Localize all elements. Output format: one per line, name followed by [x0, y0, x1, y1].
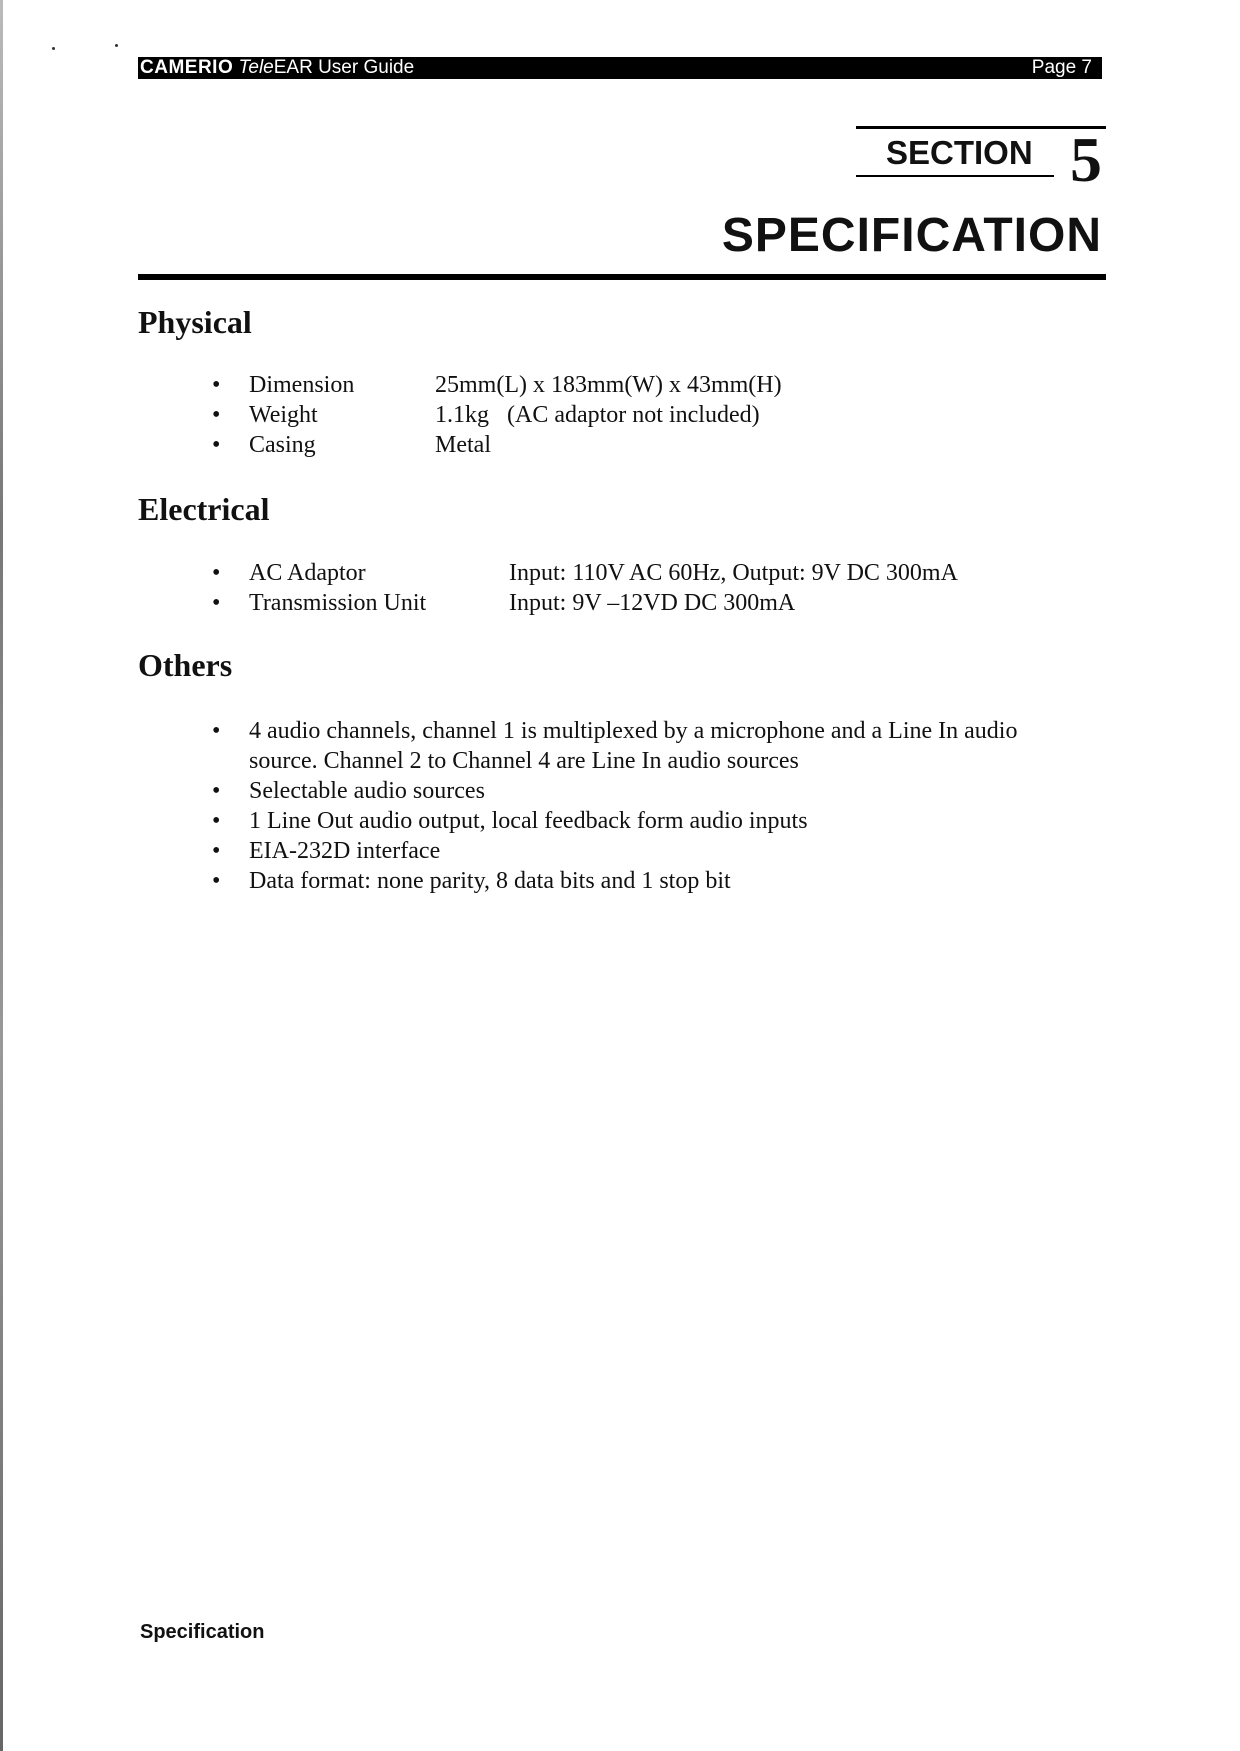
bullet-icon: •: [212, 372, 221, 398]
bullet-icon: •: [212, 432, 221, 458]
heading-physical: Physical: [138, 304, 252, 340]
bullet-icon: •: [212, 718, 221, 744]
spec-value: Input: 9V –12VD DC 300mA: [509, 590, 796, 616]
spec-value: Input: 110V AC 60Hz, Output: 9V DC 300mA: [509, 560, 958, 586]
footer-section-name: Specification: [140, 1621, 265, 1643]
spec-label: Weight: [249, 402, 318, 428]
running-header: [138, 57, 1102, 79]
scan-speck: [115, 44, 118, 47]
bullet-icon: •: [212, 778, 221, 804]
product-name-rest: EAR User Guide: [273, 57, 415, 78]
list-item-text: 1 Line Out audio output, local feedback form audio inputs: [249, 808, 808, 834]
title-divider: [138, 274, 1106, 280]
spec-label: Casing: [249, 432, 316, 458]
list-item-text: Selectable audio sources: [249, 778, 485, 804]
page-title: SPECIFICATION: [721, 209, 1102, 262]
header-title: [140, 57, 414, 79]
spec-label: AC Adaptor: [249, 560, 366, 586]
section-number: 5: [1070, 124, 1102, 195]
product-name-italic: Tele: [238, 57, 274, 78]
heading-electrical: Electrical: [138, 491, 270, 527]
spec-label: Dimension: [249, 372, 355, 398]
spec-value: Metal: [435, 432, 491, 458]
heading-others: Others: [138, 647, 233, 683]
bullet-icon: •: [212, 560, 221, 586]
bullet-icon: •: [212, 402, 221, 428]
list-item-text: EIA-232D interface: [249, 838, 441, 864]
list-item-text: 4 audio channels, channel 1 is multiplexed by a microphone and a Line In audio source. Channel 2 to Channel 4 are Line In audio sources: [249, 718, 1018, 774]
bullet-icon: •: [212, 868, 221, 894]
spec-label: Transmission Unit: [249, 590, 427, 616]
page-number: Page 7: [1031, 57, 1092, 78]
spec-value: 25mm(L) x 183mm(W) x 43mm(H): [435, 372, 782, 398]
list-item-text: Data format: none parity, 8 data bits and 1 stop bit: [249, 868, 731, 894]
bullet-icon: •: [212, 808, 221, 834]
section-top-rule: [856, 126, 1106, 129]
scan-speck: [52, 47, 55, 50]
section-label: [856, 126, 1106, 206]
bullet-icon: •: [212, 838, 221, 864]
section-underline: [856, 175, 1054, 177]
brand-name: CAMERIO: [140, 57, 234, 78]
spec-value: 1.1kg (AC adaptor not included): [435, 402, 760, 428]
section-word: SECTION: [886, 134, 1033, 171]
bullet-icon: •: [212, 590, 221, 616]
scan-edge: [0, 0, 3, 1751]
